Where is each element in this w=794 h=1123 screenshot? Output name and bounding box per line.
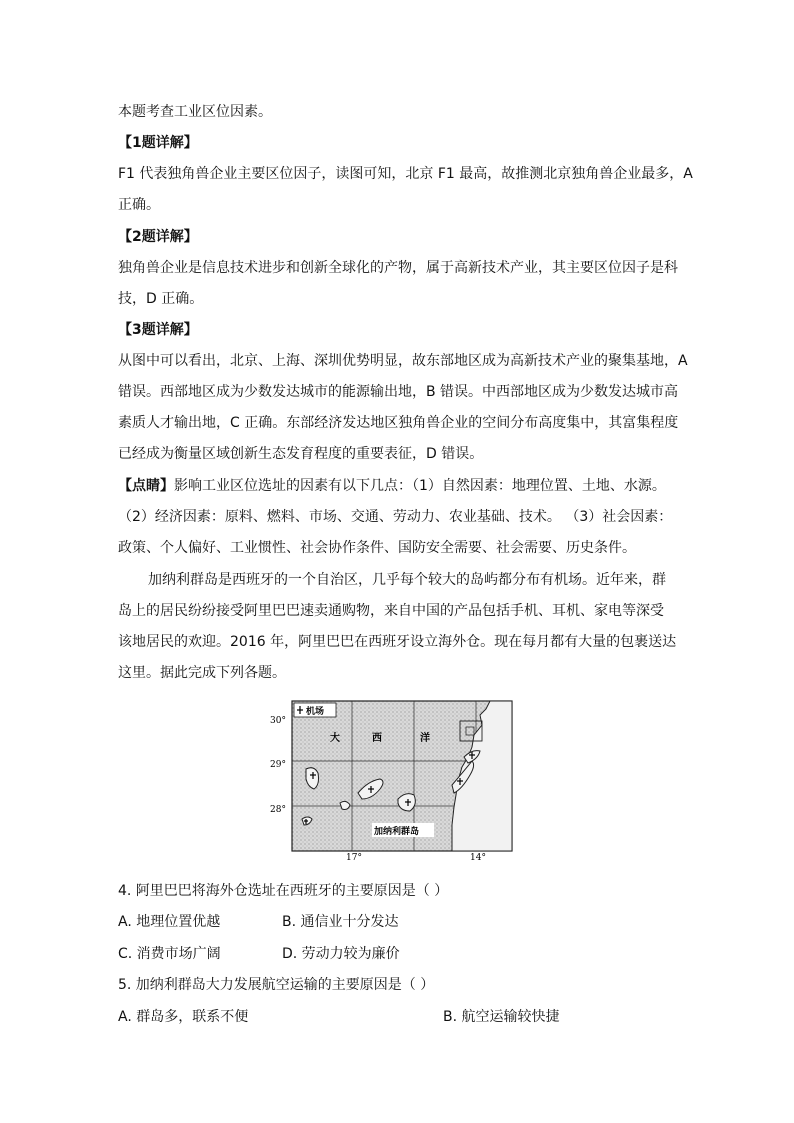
section-heading: 【3题详解】 [118,322,198,338]
dianjing-text: 影响工业区位选址的因素有以下几点：（1）自然因素：地理位置、土地、水源。 [174,478,666,494]
legend-label: 机场 [306,707,325,717]
answer-option: B. 航空运输较快捷 [443,1009,560,1025]
text-line: 错误。西部地区成为少数发达城市的能源输出地，B 错误。中西部地区成为少数发达城市高 [118,384,679,400]
text-line: 技，D 正确。 [118,291,204,307]
section-heading: 【1题详解】 [118,135,198,151]
text-line: F1 代表独角兽企业主要区位因子，读图可知，北京 F1 最高，故推测北京独角兽企业最多，A [118,166,693,182]
answer-option: D. 劳动力较为廉价 [282,946,400,962]
text-line: （2）经济因素：原料、燃料、市场、交通、劳动力、农业基础、技术。 （3）社会因素： [118,509,673,525]
lon-label: 14° [470,853,486,860]
dianjing-label: 【点睛】 [118,478,174,494]
canary-islands-map [268,695,520,860]
passage-line: 该地居民的欢迎。2016 年，阿里巴巴在西班牙设立海外仓。现在每月都有大量的包裹送达 [118,634,677,650]
lat-label: 30° [270,716,286,726]
answer-option: A. 地理位置优越 [118,914,221,930]
passage-line: 这里。据此完成下列各题。 [118,665,286,681]
text-line: 独角兽企业是信息技术进步和创新全球化的产物，属于高新技术产业，其主要区位因子是科 [118,260,678,276]
text-line: 正确。 [118,197,160,213]
text-line: 政策、个人偏好、工业惯性、社会协作条件、国防安全需要、社会需要、历史条件。 [118,540,636,556]
lon-label: 17° [346,853,362,860]
answer-option: B. 通信业十分发达 [282,914,399,930]
lat-label: 28° [270,805,286,815]
answer-option: A. 群岛多，联系不便 [118,1009,249,1025]
islands-label: 加纳利群岛 [374,827,420,837]
question-stem: 5. 加纳利群岛大力发展航空运输的主要原因是（ ） [118,977,435,993]
question-stem: 4. 阿里巴巴将海外仓选址在西班牙的主要原因是（ ） [118,883,449,899]
lat-label: 29° [270,760,286,770]
passage-line: 岛上的居民纷纷接受阿里巴巴速卖通购物，来自中国的产品包括手机、耳机、家电等深受 [118,603,664,619]
ocean-label-char: 西 [372,733,382,744]
text-line: 已经成为衡量区域创新生态发育程度的重要表征，D 错误。 [118,446,484,462]
text-line: 本题考查工业区位因素。 [118,104,272,120]
la-gomera-island [340,801,350,809]
text-line: 素质人才输出地，C 正确。东部经济发达地区独角兽企业的空间分布高度集中，其富集程度 [118,415,679,431]
answer-option: C. 消费市场广阔 [118,946,221,962]
ocean-label-char: 大 [330,733,340,744]
dianjing-line [118,476,666,496]
ocean-label-char: 洋 [420,733,430,744]
text-line: 从图中可以看出，北京、上海、深圳优势明显，故东部地区成为高新技术产业的聚集基地，A [118,353,688,369]
passage-line: 加纳利群岛是西班牙的一个自治区，几乎每个较大的岛屿都分布有机场。近年来，群 [148,572,666,588]
section-heading: 【2题详解】 [118,229,198,245]
